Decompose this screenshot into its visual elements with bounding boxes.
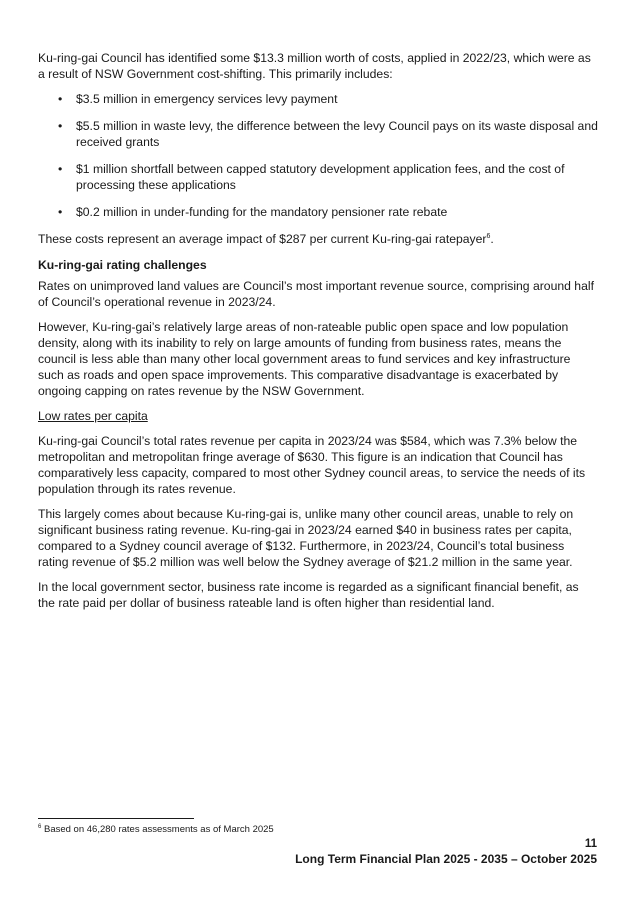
document-body — [38, 50, 598, 620]
list-item-text: $5.5 million in waste levy, the difference between the levy Council pays on its waste disposal and received grants — [76, 119, 598, 149]
list-item-text: $3.5 million in emergency services levy payment — [76, 92, 338, 106]
business-rates-paragraph: This largely comes about because Ku-ring-gai is, unlike many other council areas, unable to rely on significant business rating revenue. Ku-ring-gai in 2023/24 earned $40 in business rates per capita, compared to a Sydney council average of $132. Furthermore, in 2023/24, Council’s total business rating revenue of $5.2 million was well below the Sydney average of $21.2 million in the same year. — [38, 507, 574, 569]
impact-end: . — [490, 232, 494, 246]
bullet-icon: • — [58, 205, 63, 219]
impact-text: These costs represent an average impact of $287 per current Ku-ring-gai ratepayer — [38, 232, 487, 246]
rates-paragraph: Rates on unimproved land values are Council’s most important revenue source, comprising around half of Council’s operational revenue in 2023/24. — [38, 279, 594, 309]
page-number: 11 — [584, 838, 597, 850]
list-item-text: $0.2 million in under-funding for the mandatory pensioner rate rebate — [76, 205, 448, 219]
list-item-text: $1 million shortfall between capped statutory development application fees, and the cost of processing these applications — [76, 162, 565, 192]
section-heading: Ku-ring-gai rating challenges — [38, 258, 207, 272]
footnote-text: Based on 46,280 rates assessments as of March 2025 — [41, 824, 274, 835]
bullet-icon: • — [58, 119, 63, 133]
cost-shifting-list — [38, 91, 598, 220]
list-item — [38, 204, 598, 220]
footer-title: Long Term Financial Plan 2025 - 2035 – October 2025 — [295, 852, 597, 866]
bullet-icon: • — [58, 162, 63, 176]
list-item — [38, 91, 598, 107]
footnote-number: 6 — [38, 823, 42, 830]
list-item — [38, 161, 598, 193]
footnote-reference[interactable]: 6 — [486, 232, 491, 240]
bullet-icon: • — [58, 92, 63, 106]
footnote-divider — [38, 818, 194, 819]
low-rates-subheading: Low rates per capita — [38, 409, 148, 423]
total-rates-paragraph: Ku-ring-gai Council’s total rates revenue per capita in 2023/24 was $584, which was 7.3% below the metropolitan and metropolitan fringe average of $630. This figure is an indication that Council has comparatively less capacity, compared to most other Sydney council areas, to service the needs of its population through its rates revenue. — [38, 434, 586, 496]
impact-paragraph — [38, 231, 598, 247]
sector-paragraph: In the local government sector, business rate income is regarded as a significant financial benefit, as the rate paid per dollar of business rateable land is often higher than residential land. — [38, 580, 579, 610]
list-item — [38, 118, 598, 150]
footnote — [38, 824, 274, 836]
intro-paragraph: Ku-ring-gai Council has identified some $13.3 million worth of costs, applied in 2022/23, which were as a result of NSW Government cost-shifting. This primarily includes: — [38, 51, 591, 81]
however-paragraph: However, Ku-ring-gai’s relatively large areas of non-rateable public open space and low population density, along with its inability to rely on large amounts of funding from business rates, means the council is less able than many other local government areas to fund services and key infrastructure such as roads and open space improvements. This comparative disadvantage is exacerbated by ongoing capping on rates revenue by the NSW Government. — [38, 320, 571, 398]
